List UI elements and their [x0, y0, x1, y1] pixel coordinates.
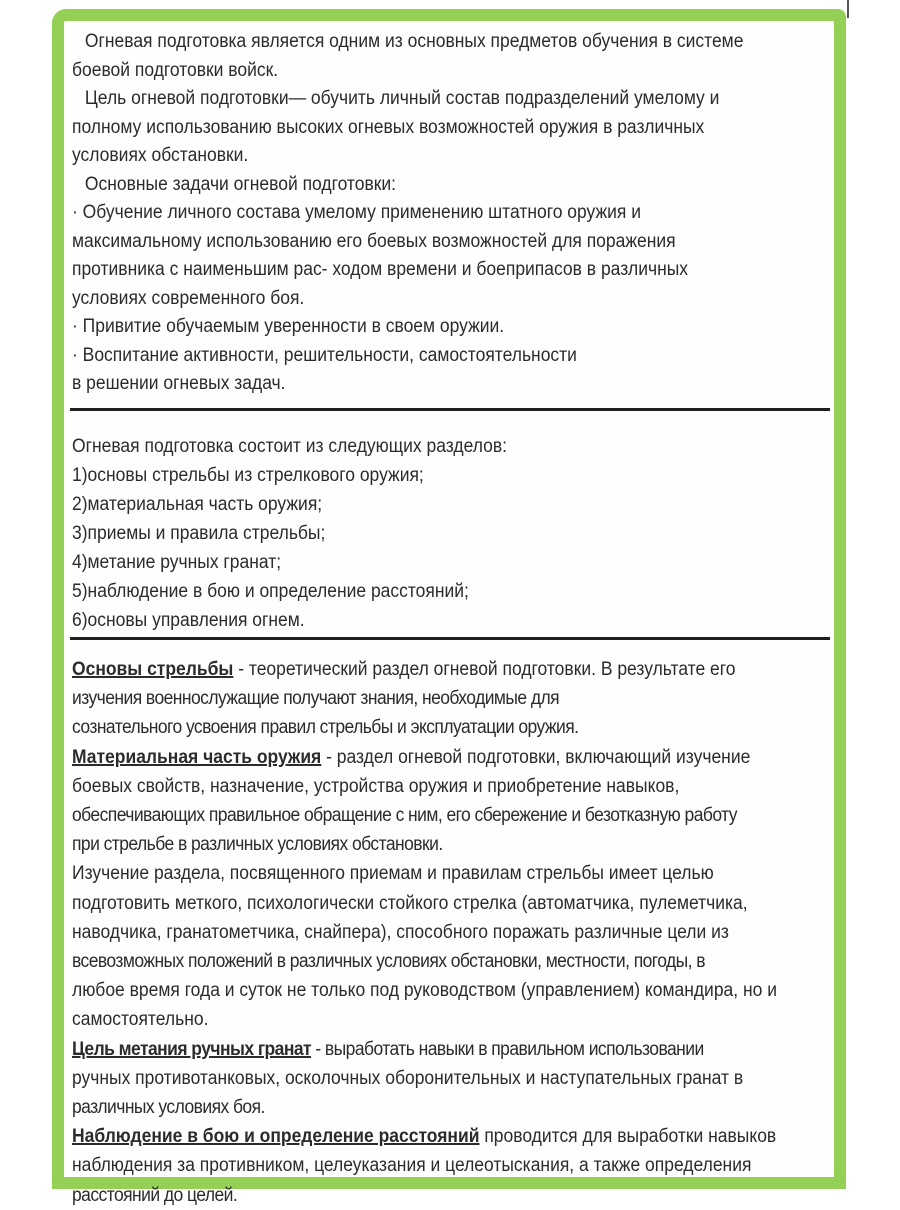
definition-text: самостоятельно. [72, 1009, 209, 1031]
definition-text: различных условиях боя. [72, 1097, 265, 1119]
task-line: противника с наименьшим рас- ходом времени и боеприпасов в различных [72, 259, 689, 280]
term-weapon-materiel: Материальная часть оружия [72, 746, 322, 768]
definition-text: всевозможных положений в различных условиях обстановки, местности, погоды, в [72, 951, 706, 973]
definition-text: подготовить меткого, психологически стойкого стрелка (автоматчика, пулеметчика, [72, 892, 748, 914]
definition-text: изучения военнослужащие получают знания, необходимые для [72, 688, 560, 710]
intro-line: Огневая подготовка является одним из основных предметов обучения в системе [84, 31, 744, 52]
term-grenade-throwing: Цель метания ручных гранат [72, 1038, 312, 1060]
goal-line: условиях обстановки. [72, 145, 249, 166]
definitions-section [72, 655, 832, 1210]
definition-text: сознательного усвоения правил стрельбы и эксплуатации оружия. [72, 717, 579, 739]
edge-line [847, 0, 849, 18]
goal-line: Цель огневой подготовки— обучить личный состав подразделений умелому и [84, 88, 720, 109]
task-line: · Обучение личного состава умелому применению штатного оружия и [72, 202, 642, 223]
task-line: · Воспитание активности, решительности, самостоятельности [72, 344, 577, 366]
section-item: 1)основы стрельбы из стрелкового оружия; [72, 465, 424, 486]
task-line: максимальному использованию его боевых возможностей для поражения [72, 230, 676, 252]
definition-text: обеспечивающих правильное обращение с ним, его сбережение и безотказную работу [72, 805, 737, 827]
definition-text: при стрельбе в различных условиях обстановки. [72, 834, 443, 856]
intro-line: боевой подготовки войск. [72, 59, 279, 81]
sections-list [72, 432, 507, 635]
term-basics-of-shooting: Основы стрельбы [72, 659, 234, 680]
definition-text: - теоретический раздел огневой подготовки. В результате его [233, 659, 736, 680]
divider [70, 637, 830, 640]
task-line: · Привитие обучаемым уверенности в своем оружии. [72, 316, 505, 337]
definition-text: боевых свойств, назначение, устройства оружия и приобретение навыков, [72, 775, 680, 797]
definition-text: ручных противотанковых, осколочных оборонительных и наступательных гранат в [72, 1067, 744, 1089]
intro-section [72, 28, 771, 399]
tasks-heading: Основные задачи огневой подготовки: [84, 173, 396, 195]
definition-text: - выработать навыки в правильном использовании [311, 1038, 704, 1060]
definition-text: - раздел огневой подготовки, включающий изучение [321, 746, 751, 768]
definition-text: Изучение раздела, посвященного приемам и правилам стрельбы имеет целью [72, 863, 714, 885]
section-item: 6)основы управления огнем. [72, 610, 305, 631]
definition-text: наводчика, гранатометчика, снайпера), способного поражать различные цели из [72, 921, 729, 943]
definition-text: расстояний до целей. [72, 1184, 238, 1206]
term-observation: Наблюдение в бою и определение расстояний [72, 1126, 480, 1148]
task-line: условиях современного боя. [72, 287, 305, 309]
definition-text: наблюдения за противником, целеуказания и целеотыскания, а также определения [72, 1155, 752, 1177]
definition-text: любое время года и суток не только под руководством (управлением) командира, но и [72, 980, 777, 1002]
sections-heading: Огневая подготовка состоит из следующих разделов: [72, 436, 507, 457]
section-item: 5)наблюдение в бою и определение расстояний; [72, 581, 469, 602]
section-item: 4)метание ручных гранат; [72, 552, 282, 573]
divider [70, 408, 830, 411]
section-item: 2)материальная часть оружия; [72, 494, 323, 515]
goal-line: полному использованию высоких огневых возможностей оружия в различных [72, 116, 705, 138]
task-line: в решении огневых задач. [72, 373, 286, 394]
definition-text: проводится для выработки навыков [479, 1126, 777, 1148]
section-item: 3)приемы и правила стрельбы; [72, 523, 326, 544]
